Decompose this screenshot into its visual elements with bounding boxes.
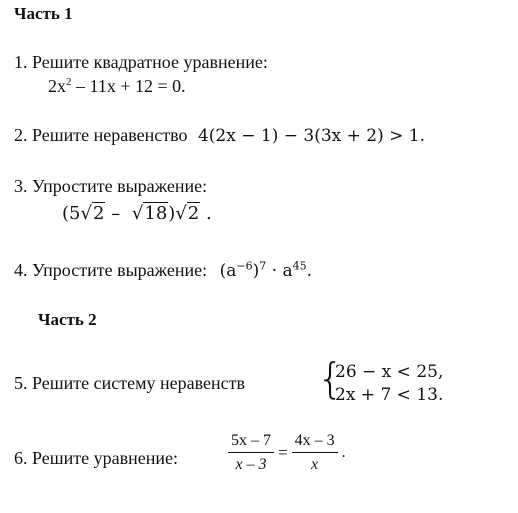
task5-label: 5. Решите систему неравенств <box>14 373 245 393</box>
task5-line1: 26 − x < 25, <box>335 362 444 382</box>
sqrt-2b: √2 <box>175 203 200 224</box>
sqrt-2a: √2 <box>80 203 105 224</box>
task3-label: 3. Упростите выражение: <box>14 176 208 196</box>
task2-label: 2. Решите неравенство <box>14 125 188 145</box>
task2 <box>14 125 425 146</box>
task3-minus: – <box>111 203 121 224</box>
task1-eq-exp: 2 <box>66 76 72 88</box>
sqrt-18: √18 <box>131 203 168 224</box>
task6-dot: . <box>341 444 346 461</box>
task5-line2: 2x + 7 < 13. <box>335 385 444 405</box>
task1-equation <box>48 76 186 97</box>
fraction-right: $\frac{4x - 3}{x}$ <box>292 432 338 474</box>
system-brace: { <box>317 354 344 403</box>
task1-eq-rest: – 11x + 12 = 0. <box>76 76 186 96</box>
task4-expression: $(a^{-6})^7 \cdot a^{45}$. <box>219 259 313 281</box>
fraction-left: $\frac{5x - 7}{x - 3}$ <box>228 432 274 474</box>
task3-dot: . <box>205 203 212 224</box>
task6-label: 6. Решите уравнение: <box>14 448 178 468</box>
task2-expression: 4(2x − 1) − 3(3x + 2) > 1. <box>197 126 426 146</box>
task1-eq-term: 2x <box>48 76 66 96</box>
task3-close: ) <box>168 203 176 224</box>
task4-label: 4. Упростите выражение: <box>14 260 208 280</box>
task3-expression <box>62 203 212 224</box>
task1-label: 1. Решите квадратное уравнение: <box>14 52 268 72</box>
task6-equation <box>228 432 346 474</box>
part1-title: Часть 1 <box>14 4 73 23</box>
part2-title: Часть 2 <box>38 310 97 329</box>
task3-open: (5 <box>62 203 81 224</box>
task5-system <box>335 361 443 407</box>
equals-sign: = <box>278 443 288 462</box>
task4 <box>14 260 312 281</box>
